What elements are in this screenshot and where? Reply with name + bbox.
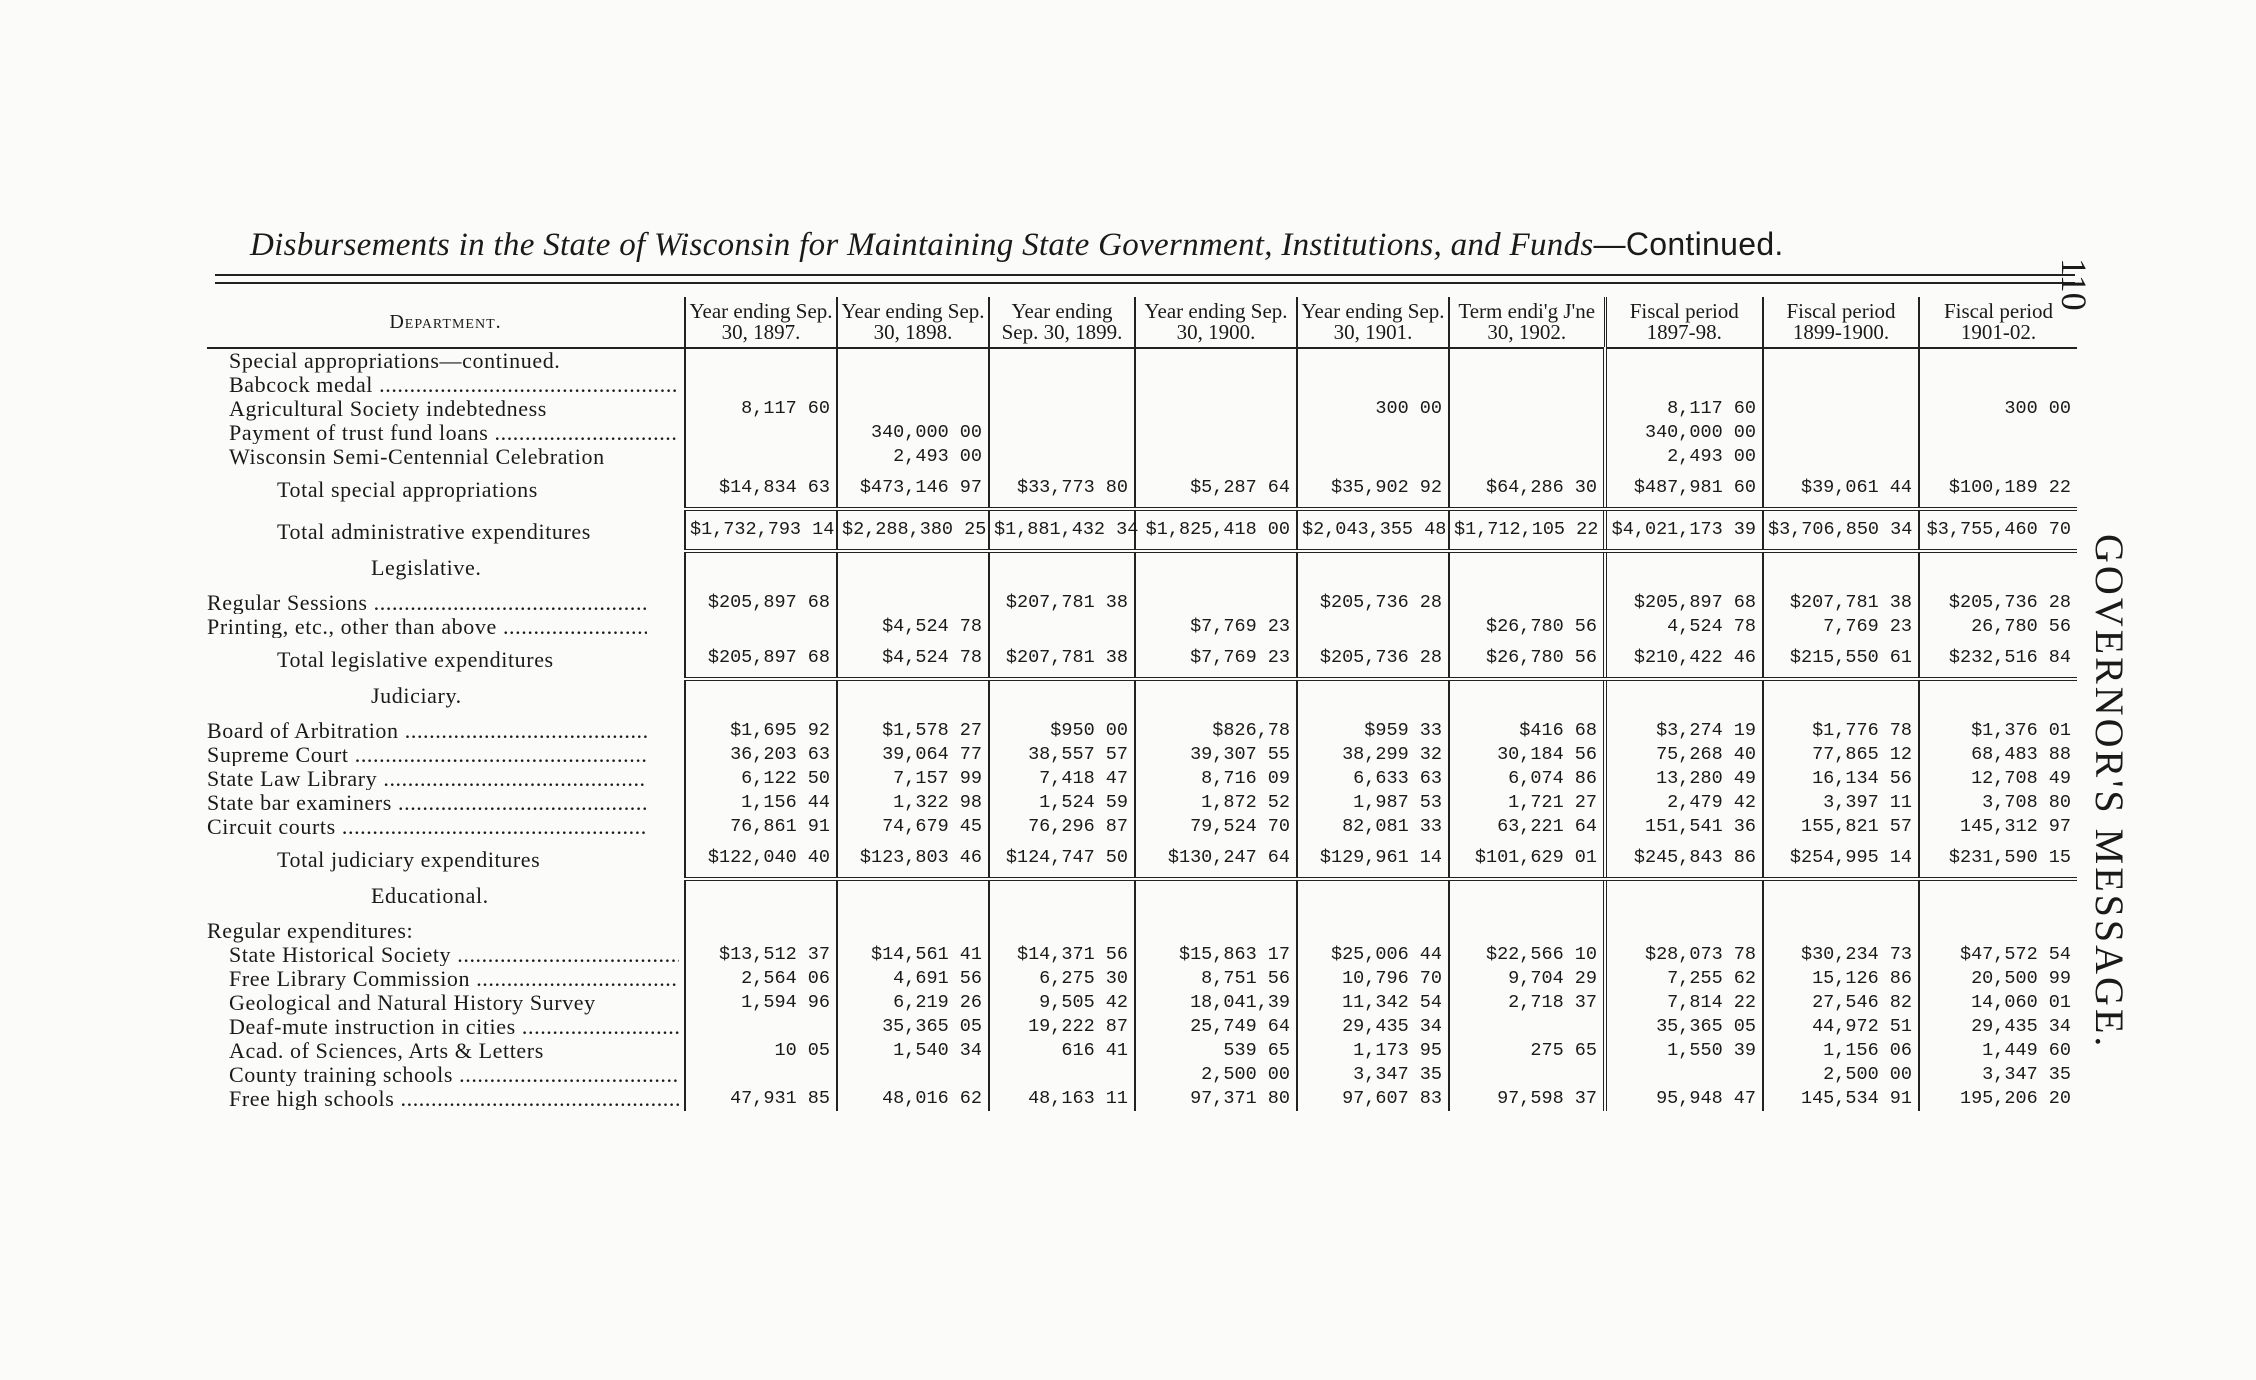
col-year-1897: Year ending Sep. 30, 1897. xyxy=(685,297,837,348)
total-row xyxy=(207,469,2077,509)
special-heading-row xyxy=(207,348,2077,373)
cell: 7,418 47 xyxy=(989,767,1135,791)
cell: 74,679 45 xyxy=(837,815,989,839)
cell: $2,288,380 25 xyxy=(837,509,989,551)
table-row xyxy=(207,445,2077,469)
cell: 1,322 98 xyxy=(837,791,989,815)
title-rule-top xyxy=(215,274,2075,276)
section-heading-judiciary: Judiciary. xyxy=(371,683,462,708)
cell: $14,561 41 xyxy=(837,943,989,967)
cell: 10 05 xyxy=(685,1039,837,1063)
row-label: Free Library Commission ..... xyxy=(207,967,685,991)
cell: 95,948 47 xyxy=(1605,1087,1763,1111)
row-label: State bar examiners ..... xyxy=(207,791,685,815)
cell: 6,275 30 xyxy=(989,967,1135,991)
cell: $205,897 68 xyxy=(1605,591,1763,615)
cell: 145,312 97 xyxy=(1919,815,2077,839)
cell: $2,043,355 48 xyxy=(1297,509,1449,551)
cell: $129,961 14 xyxy=(1297,839,1449,879)
cell: 8,117 60 xyxy=(1605,397,1763,421)
cell: 47,931 85 xyxy=(685,1087,837,1111)
cell: 151,541 36 xyxy=(1605,815,1763,839)
cell: 195,206 20 xyxy=(1919,1087,2077,1111)
cell: $1,732,793 14 xyxy=(685,509,837,551)
cell: $47,572 54 xyxy=(1919,943,2077,967)
cell: 2,500 00 xyxy=(1763,1063,1919,1087)
cell: 300 00 xyxy=(1297,397,1449,421)
total-row xyxy=(207,839,2077,879)
cell: $124,747 50 xyxy=(989,839,1135,879)
cell: 3,347 35 xyxy=(1919,1063,2077,1087)
page-title xyxy=(250,226,2070,264)
total-row xyxy=(207,509,2077,551)
cell: $205,897 68 xyxy=(685,639,837,679)
cell: $826,78 xyxy=(1135,719,1297,743)
cell: 1,449 60 xyxy=(1919,1039,2077,1063)
row-label: Geological and Natural History Survey xyxy=(229,991,596,1015)
cell: 1,540 34 xyxy=(837,1039,989,1063)
cell: 38,557 57 xyxy=(989,743,1135,767)
cell: 18,041,39 xyxy=(1135,991,1297,1015)
table-row xyxy=(207,991,2077,1015)
cell: $205,897 68 xyxy=(685,591,837,615)
table-row xyxy=(207,373,2077,397)
cell: 30,184 56 xyxy=(1449,743,1605,767)
cell: 76,861 91 xyxy=(685,815,837,839)
cell: $7,769 23 xyxy=(1135,615,1297,639)
cell: 539 65 xyxy=(1135,1039,1297,1063)
table-row xyxy=(207,591,2077,615)
cell: $215,550 61 xyxy=(1763,639,1919,679)
total-label: Total administrative expenditures xyxy=(277,519,591,544)
cell: 1,156 44 xyxy=(685,791,837,815)
title-text: Disbursements in the State of Wisconsin for Maintaining State Government, Institutions, and Funds xyxy=(250,227,1594,263)
cell: 1,156 06 xyxy=(1763,1039,1919,1063)
row-label: County training schools ..... xyxy=(207,1063,685,1087)
cell: 616 41 xyxy=(989,1039,1135,1063)
table-row xyxy=(207,1015,2077,1039)
cell: $3,755,460 70 xyxy=(1919,509,2077,551)
cell: 79,524 70 xyxy=(1135,815,1297,839)
cell: $4,524 78 xyxy=(837,615,989,639)
cell: 13,280 49 xyxy=(1605,767,1763,791)
row-label: State Historical Society ..... xyxy=(207,943,685,967)
total-label: Total legislative expenditures xyxy=(277,647,554,672)
cell: 4,691 56 xyxy=(837,967,989,991)
cell: $26,780 56 xyxy=(1449,639,1605,679)
cell: $101,629 01 xyxy=(1449,839,1605,879)
table-row xyxy=(207,743,2077,767)
table-row xyxy=(207,615,2077,639)
cell: 2,493 00 xyxy=(1605,445,1763,469)
cell: 48,163 11 xyxy=(989,1087,1135,1111)
table-row xyxy=(207,943,2077,967)
cell: $64,286 30 xyxy=(1449,469,1605,509)
cell: 3,397 11 xyxy=(1763,791,1919,815)
cell: $28,073 78 xyxy=(1605,943,1763,967)
cell: 29,435 34 xyxy=(1297,1015,1449,1039)
row-label: Board of Arbitration ..... xyxy=(207,719,685,743)
row-label: Payment of trust fund loans ..... xyxy=(207,421,685,445)
cell: 1,721 27 xyxy=(1449,791,1605,815)
row-label: Regular Sessions ..... xyxy=(207,591,685,615)
cell: $1,578 27 xyxy=(837,719,989,743)
cell: 6,074 86 xyxy=(1449,767,1605,791)
col-year-1901: Year ending Sep. 30, 1901. xyxy=(1297,297,1449,348)
cell: 44,972 51 xyxy=(1763,1015,1919,1039)
cell: 8,716 09 xyxy=(1135,767,1297,791)
cell: 26,780 56 xyxy=(1919,615,2077,639)
cell: 1,872 52 xyxy=(1135,791,1297,815)
cell: $231,590 15 xyxy=(1919,839,2077,879)
cell: $4,524 78 xyxy=(837,639,989,679)
cell: $4,021,173 39 xyxy=(1605,509,1763,551)
cell: $14,371 56 xyxy=(989,943,1135,967)
subheading-row xyxy=(207,919,2077,943)
row-label: Agricultural Society indebtedness xyxy=(229,397,547,421)
running-title: GOVERNOR'S MESSAGE. xyxy=(2087,534,2132,1050)
row-label: State Law Library ..... xyxy=(207,767,685,791)
cell: 9,704 29 xyxy=(1449,967,1605,991)
cell: 340,000 00 xyxy=(837,421,989,445)
cell: $416 68 xyxy=(1449,719,1605,743)
disbursements-table xyxy=(207,297,2077,1111)
cell: 2,564 06 xyxy=(685,967,837,991)
cell: 1,594 96 xyxy=(685,991,837,1015)
cell: 2,493 00 xyxy=(837,445,989,469)
cell: 35,365 05 xyxy=(837,1015,989,1039)
table-row xyxy=(207,1039,2077,1063)
cell: 14,060 01 xyxy=(1919,991,2077,1015)
cell: 3,347 35 xyxy=(1297,1063,1449,1087)
title-continued: —Continued. xyxy=(1593,226,1784,262)
total-row xyxy=(207,639,2077,679)
col-year-1898: Year ending Sep. 30, 1898. xyxy=(837,297,989,348)
cell: $3,274 19 xyxy=(1605,719,1763,743)
cell: $1,695 92 xyxy=(685,719,837,743)
table-row xyxy=(207,421,2077,445)
cell: 1,550 39 xyxy=(1605,1039,1763,1063)
cell: 75,268 40 xyxy=(1605,743,1763,767)
cell: 77,865 12 xyxy=(1763,743,1919,767)
cell: $5,287 64 xyxy=(1135,469,1297,509)
cell: 38,299 32 xyxy=(1297,743,1449,767)
cell: $15,863 17 xyxy=(1135,943,1297,967)
cell: 145,534 91 xyxy=(1763,1087,1919,1111)
total-label: Total special appropriations xyxy=(277,477,538,502)
cell: 20,500 99 xyxy=(1919,967,2077,991)
row-label: Circuit courts ..... xyxy=(207,815,685,839)
cell: $950 00 xyxy=(989,719,1135,743)
cell: 9,505 42 xyxy=(989,991,1135,1015)
cell: $245,843 86 xyxy=(1605,839,1763,879)
cell: 8,117 60 xyxy=(685,397,837,421)
row-label: Babcock medal ..... xyxy=(207,373,685,397)
cell: 6,633 63 xyxy=(1297,767,1449,791)
cell: 6,122 50 xyxy=(685,767,837,791)
cell: 12,708 49 xyxy=(1919,767,2077,791)
cell: 97,598 37 xyxy=(1449,1087,1605,1111)
section-heading-row xyxy=(207,551,2077,591)
cell: $959 33 xyxy=(1297,719,1449,743)
col-year-1900: Year ending Sep. 30, 1900. xyxy=(1135,297,1297,348)
cell: 2,500 00 xyxy=(1135,1063,1297,1087)
cell: 1,173 95 xyxy=(1297,1039,1449,1063)
cell: $35,902 92 xyxy=(1297,469,1449,509)
cell: 7,157 99 xyxy=(837,767,989,791)
row-label: Supreme Court ..... xyxy=(207,743,685,767)
cell: 48,016 62 xyxy=(837,1087,989,1111)
cell: 27,546 82 xyxy=(1763,991,1919,1015)
cell: $1,825,418 00 xyxy=(1135,509,1297,551)
cell: 97,607 83 xyxy=(1297,1087,1449,1111)
table-row xyxy=(207,791,2077,815)
cell: 19,222 87 xyxy=(989,1015,1135,1039)
cell: $205,736 28 xyxy=(1919,591,2077,615)
cell: $130,247 64 xyxy=(1135,839,1297,879)
cell: $30,234 73 xyxy=(1763,943,1919,967)
col-term-1902: Term endi'g J'ne 30, 1902. xyxy=(1449,297,1605,348)
cell: $205,736 28 xyxy=(1297,639,1449,679)
cell: $100,189 22 xyxy=(1919,469,2077,509)
table-row xyxy=(207,1063,2077,1087)
col-fiscal-1897-98: Fiscal period 1897-98. xyxy=(1605,297,1763,348)
cell: 7,255 62 xyxy=(1605,967,1763,991)
cell: $232,516 84 xyxy=(1919,639,2077,679)
regular-expenditures-heading: Regular expenditures: xyxy=(207,919,414,943)
col-year-1899: Year ending Sep. 30, 1899. xyxy=(989,297,1135,348)
col-department: Department. xyxy=(207,297,685,348)
table-row xyxy=(207,1087,2077,1111)
cell: $123,803 46 xyxy=(837,839,989,879)
cell: 11,342 54 xyxy=(1297,991,1449,1015)
cell: $33,773 80 xyxy=(989,469,1135,509)
row-label: Printing, etc., other than above ..... xyxy=(207,615,685,639)
cell: $25,006 44 xyxy=(1297,943,1449,967)
cell: 7,814 22 xyxy=(1605,991,1763,1015)
cell: 82,081 33 xyxy=(1297,815,1449,839)
row-label: Free high schools ..... xyxy=(207,1087,685,1111)
cell: $487,981 60 xyxy=(1605,469,1763,509)
cell: 4,524 78 xyxy=(1605,615,1763,639)
header-row xyxy=(207,297,2077,348)
cell: 25,749 64 xyxy=(1135,1015,1297,1039)
cell: $1,376 01 xyxy=(1919,719,2077,743)
cell: $210,422 46 xyxy=(1605,639,1763,679)
cell: 3,708 80 xyxy=(1919,791,2077,815)
cell: 2,479 42 xyxy=(1605,791,1763,815)
cell: 300 00 xyxy=(1919,397,2077,421)
cell: 6,219 26 xyxy=(837,991,989,1015)
cell: $207,781 38 xyxy=(989,591,1135,615)
cell: 15,126 86 xyxy=(1763,967,1919,991)
cell: 8,751 56 xyxy=(1135,967,1297,991)
page-number: 110 xyxy=(2054,258,2094,311)
cell: $207,781 38 xyxy=(989,639,1135,679)
table-row xyxy=(207,815,2077,839)
cell: 35,365 05 xyxy=(1605,1015,1763,1039)
section-heading-row xyxy=(207,679,2077,719)
cell: 39,307 55 xyxy=(1135,743,1297,767)
cell: $7,769 23 xyxy=(1135,639,1297,679)
cell: $22,566 10 xyxy=(1449,943,1605,967)
cell: $207,781 38 xyxy=(1763,591,1919,615)
cell: 1,524 59 xyxy=(989,791,1135,815)
cell: $14,834 63 xyxy=(685,469,837,509)
cell: 2,718 37 xyxy=(1449,991,1605,1015)
col-fiscal-1901-02: Fiscal period 1901-02. xyxy=(1919,297,2077,348)
cell: $3,706,850 34 xyxy=(1763,509,1919,551)
cell: 39,064 77 xyxy=(837,743,989,767)
cell: 97,371 80 xyxy=(1135,1087,1297,1111)
cell: $122,040 40 xyxy=(685,839,837,879)
section-heading-educational: Educational. xyxy=(371,883,489,908)
cell: 1,987 53 xyxy=(1297,791,1449,815)
row-label: Deaf-mute instruction in cities ..... xyxy=(207,1015,685,1039)
total-label: Total judiciary expenditures xyxy=(277,847,541,872)
table-row xyxy=(207,719,2077,743)
cell: 16,134 56 xyxy=(1763,767,1919,791)
title-rule-bottom xyxy=(215,282,2075,284)
cell: $13,512 37 xyxy=(685,943,837,967)
cell: 10,796 70 xyxy=(1297,967,1449,991)
cell: $473,146 97 xyxy=(837,469,989,509)
col-fiscal-1899-1900: Fiscal period 1899-1900. xyxy=(1763,297,1919,348)
cell: $1,712,105 22 xyxy=(1449,509,1605,551)
cell: 76,296 87 xyxy=(989,815,1135,839)
cell: $254,995 14 xyxy=(1763,839,1919,879)
special-heading: Special appropriations—continued. xyxy=(229,348,561,373)
table-row xyxy=(207,397,2077,421)
cell: 68,483 88 xyxy=(1919,743,2077,767)
cell: 7,769 23 xyxy=(1763,615,1919,639)
cell: 155,821 57 xyxy=(1763,815,1919,839)
table-row xyxy=(207,967,2077,991)
cell: 36,203 63 xyxy=(685,743,837,767)
row-label: Acad. of Sciences, Arts & Letters xyxy=(229,1039,544,1063)
cell: 63,221 64 xyxy=(1449,815,1605,839)
cell: $39,061 44 xyxy=(1763,469,1919,509)
cell: 275 65 xyxy=(1449,1039,1605,1063)
cell: $205,736 28 xyxy=(1297,591,1449,615)
section-heading-row xyxy=(207,879,2077,919)
cell: $1,776 78 xyxy=(1763,719,1919,743)
cell: 340,000 00 xyxy=(1605,421,1763,445)
cell: $26,780 56 xyxy=(1449,615,1605,639)
section-heading-legislative: Legislative. xyxy=(371,555,482,580)
row-label: Wisconsin Semi-Centennial Celebration xyxy=(229,445,605,469)
cell: $1,881,432 34 xyxy=(989,509,1135,551)
table-row xyxy=(207,767,2077,791)
cell: 29,435 34 xyxy=(1919,1015,2077,1039)
